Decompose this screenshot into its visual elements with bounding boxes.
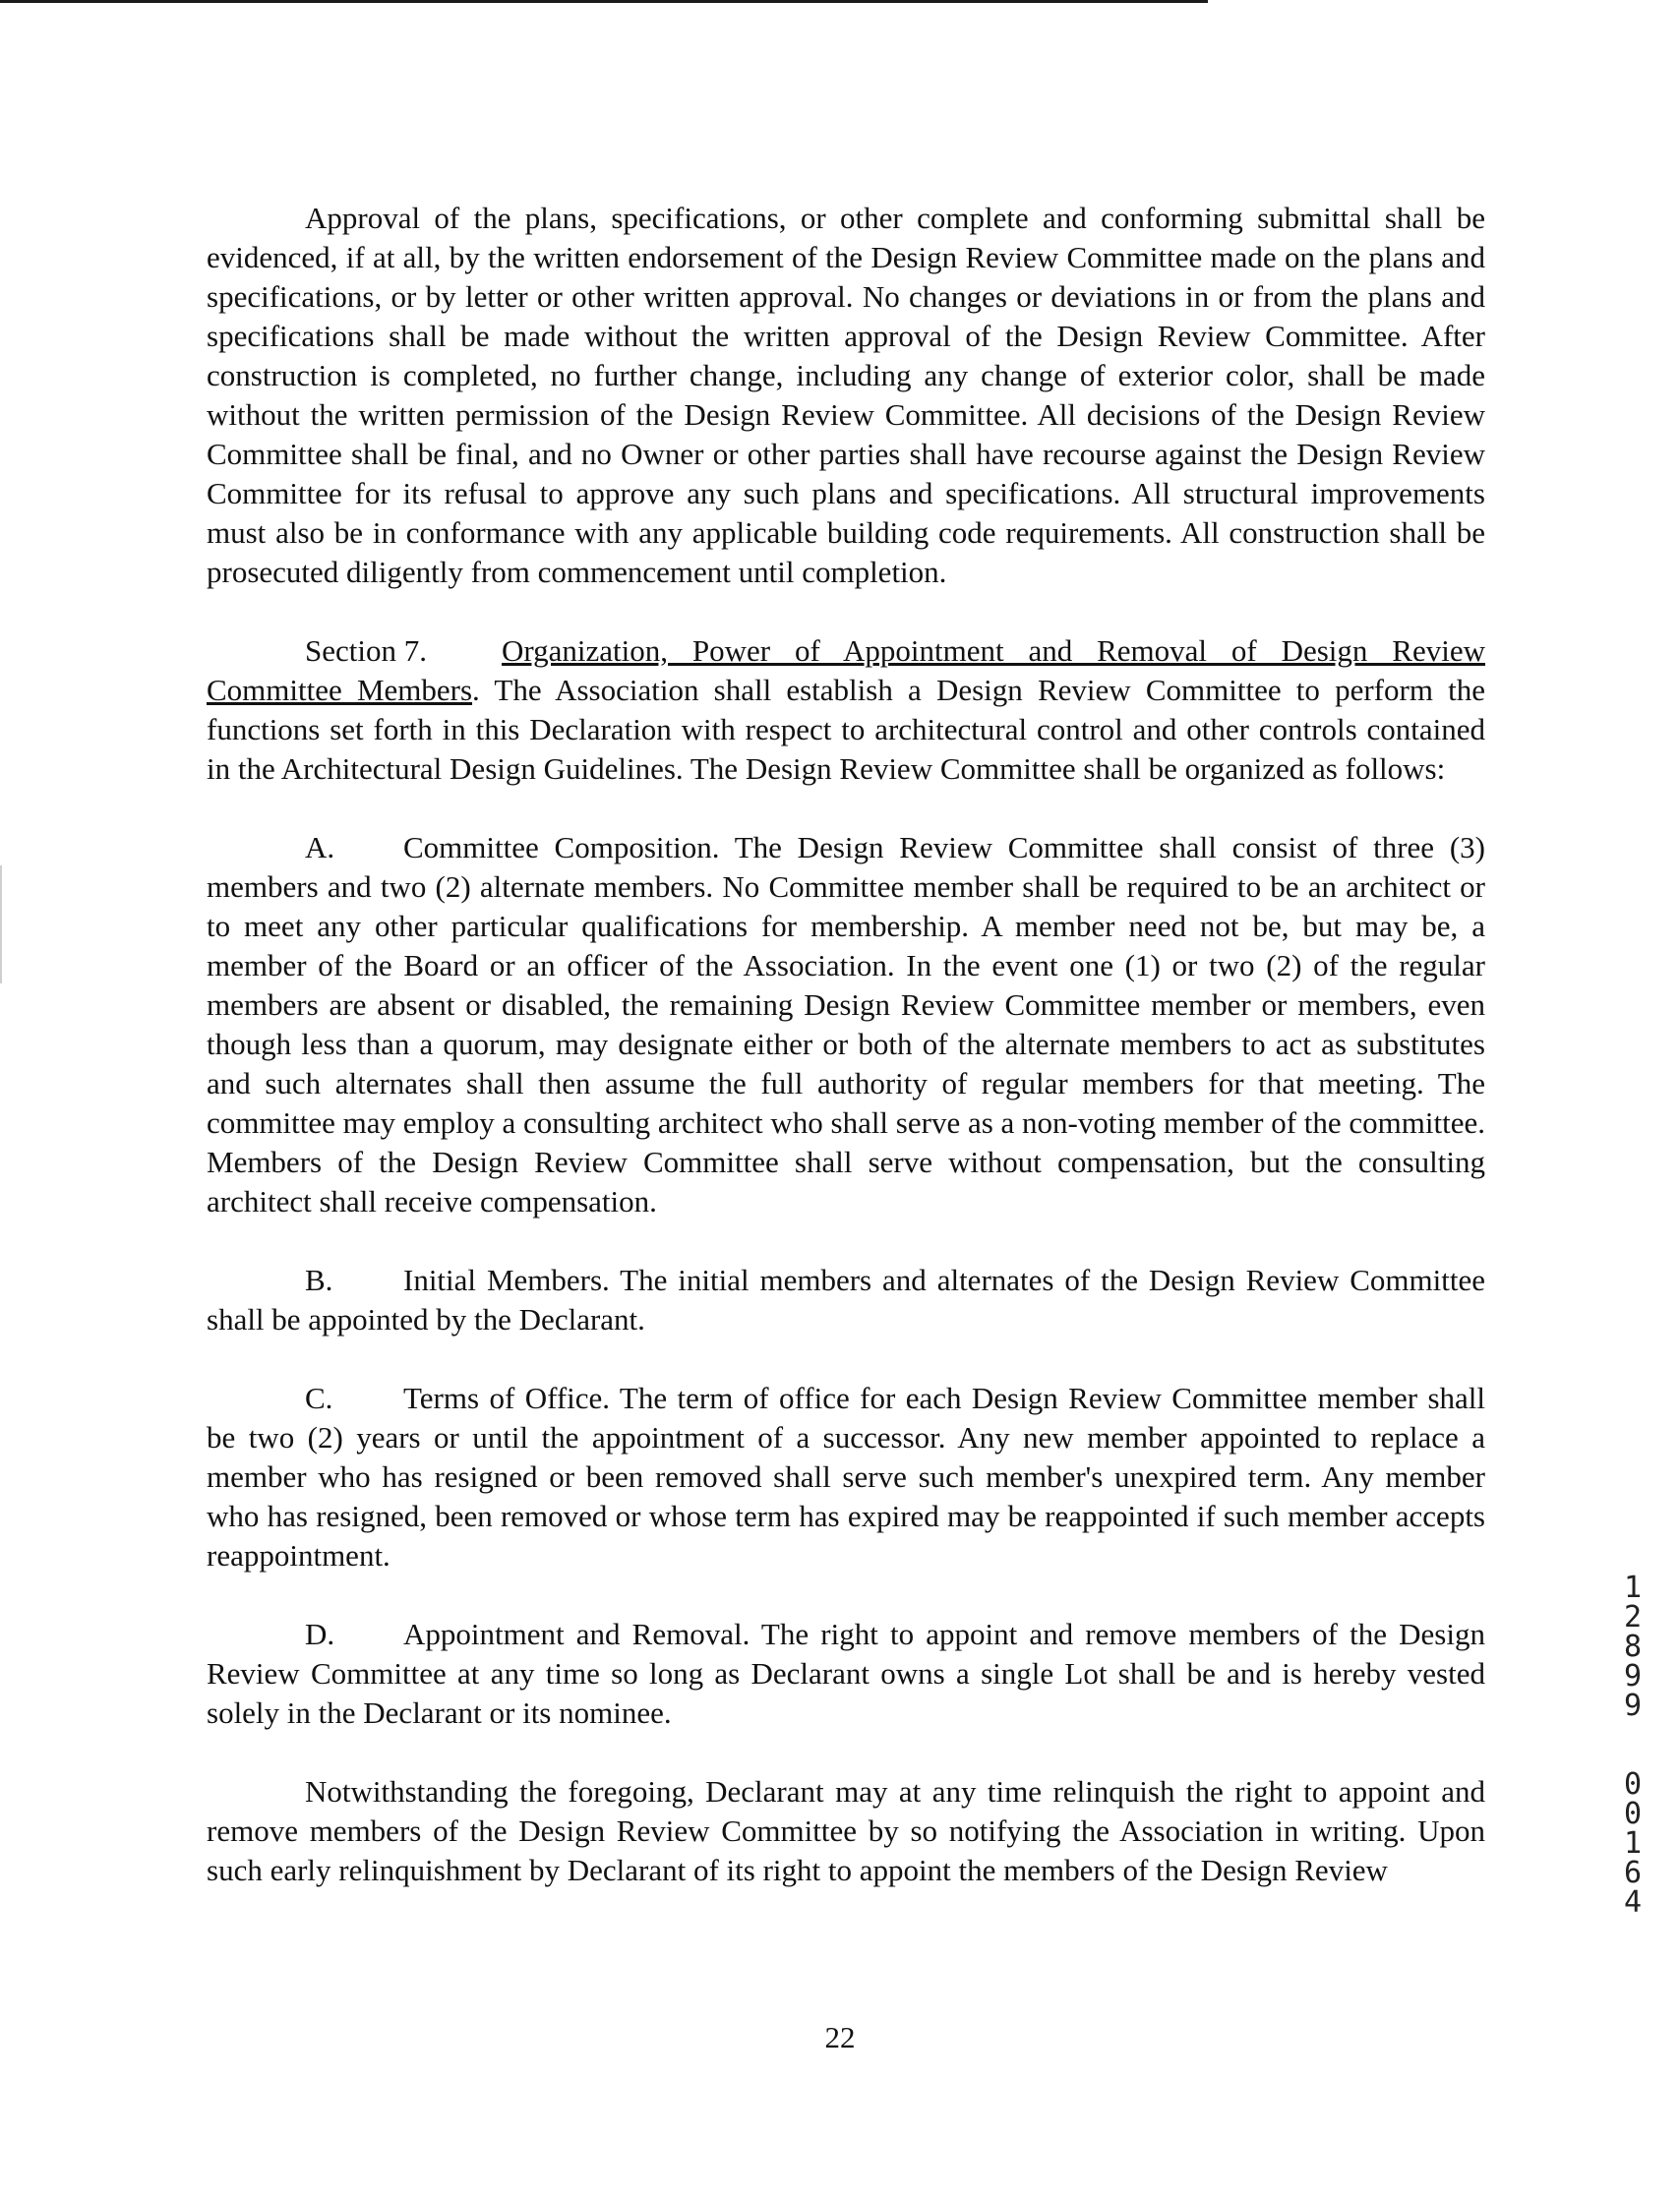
section-7-heading: Organization, Power of Appointment and Removal of Design Review Committee Members [207, 633, 1485, 707]
page-number: 22 [824, 2020, 856, 2054]
document-body [207, 199, 1485, 1890]
stamp-digit: 6 [1623, 1856, 1643, 1890]
stamp-digit: 0 [1623, 1797, 1643, 1831]
paragraph-approval: Approval of the plans, specifications, or other complete and conforming submittal shall be evidenced, if at all, by the written endorsement of the Design Review Committee made on the plans and specifications, or by letter or other written approval. No changes or deviations in or from the plans and specifications shall be made without the written approval of the Design Review Committee. After construction is completed, no further change, including any change of exterior color, shall be made without the written permission of the Design Review Committee. All decisions of the Design Review Committee shall be final, and no Owner or other parties shall have recourse against the Design Review Committee for its refusal to approve any such plans and specifications. All structural improvements must also be in conformance with any applicable building code requirements. All construction shall be prosecuted diligently from commencement until completion. [207, 201, 1485, 589]
stamp-gap [1613, 1721, 1652, 1770]
item-b-text: Initial Members. The initial members and alternates of the Design Review Committee shall be appointed by the Declarant. [207, 1263, 1485, 1337]
scan-edge-mark [0, 865, 2, 983]
section-7-body: . The Association shall establish a Design Review Committee to perform the functions set forth in this Declaration with respect to architectural control and other controls contained in the Architectural Design Guidelines. The Design Review Committee shall be organized as follows: [207, 673, 1485, 786]
item-b [207, 1261, 1485, 1339]
item-d-text: Appointment and Removal. The right to appoint and remove members of the Design Review Committee at any time so long as Declarant owns a single Lot shall be and is hereby vested solely in the Declarant or its nominee. [207, 1617, 1485, 1730]
stamp-digit: 1 [1623, 1571, 1643, 1605]
item-a-text: Committee Composition. The Design Review Committee shall consist of three (3) members and two (2) alternate members. No Committee member shall be required to be an architect or to meet any other particular qualifications for membership. A member need not be, but may be, a member of the Board or an officer of the Association. In the event one (1) or two (2) of the regular members are absent or disabled, the remaining Design Review Committee member or members, even though less than a quorum, may designate either or both of the alternate members to act as substitutes and such alternates shall then assume the full authority of regular members for that meeting. The committee may employ a consulting architect who shall serve as a non-voting member of the committee. Members of the Design Review Committee shall serve without compensation, but the consulting architect shall receive compensation. [207, 830, 1485, 1218]
item-d-label: D. [305, 1617, 335, 1651]
stamp-digit: 9 [1623, 1659, 1643, 1694]
stamp-digit: 1 [1623, 1826, 1643, 1861]
side-stamp [1613, 1571, 1652, 1920]
stamp-digit: 4 [1623, 1885, 1643, 1920]
item-c [207, 1379, 1485, 1575]
stamp-digit: 9 [1623, 1689, 1643, 1723]
item-a-label: A. [305, 830, 335, 864]
item-c-label: C. [305, 1381, 333, 1415]
stamp-digit: 8 [1623, 1630, 1643, 1664]
top-rule [0, 0, 1208, 3]
item-a [207, 828, 1485, 1221]
item-d [207, 1615, 1485, 1733]
stamp-digit: 2 [1623, 1600, 1643, 1634]
item-b-label: B. [305, 1263, 333, 1297]
stamp-digit: 0 [1623, 1767, 1643, 1802]
section-7 [207, 631, 1485, 789]
paragraph-notwithstanding: Notwithstanding the foregoing, Declarant may at any time relinquish the right to appoint and remove members of the Design Review Committee by so notifying the Association in writing. Upon such early relinquishment by Declarant of its right to appoint the members of the Design Review [207, 1774, 1485, 1887]
item-c-text: Terms of Office. The term of office for each Design Review Committee member shall be two (2) years or until the appointment of a successor. Any new member appointed to replace a member who has resigned or been removed shall serve such member's unexpired term. Any member who has resigned, been removed or whose term has expired may be reappointed if such member accepts reappointment. [207, 1381, 1485, 1573]
section-7-label: Section 7. [305, 633, 427, 668]
